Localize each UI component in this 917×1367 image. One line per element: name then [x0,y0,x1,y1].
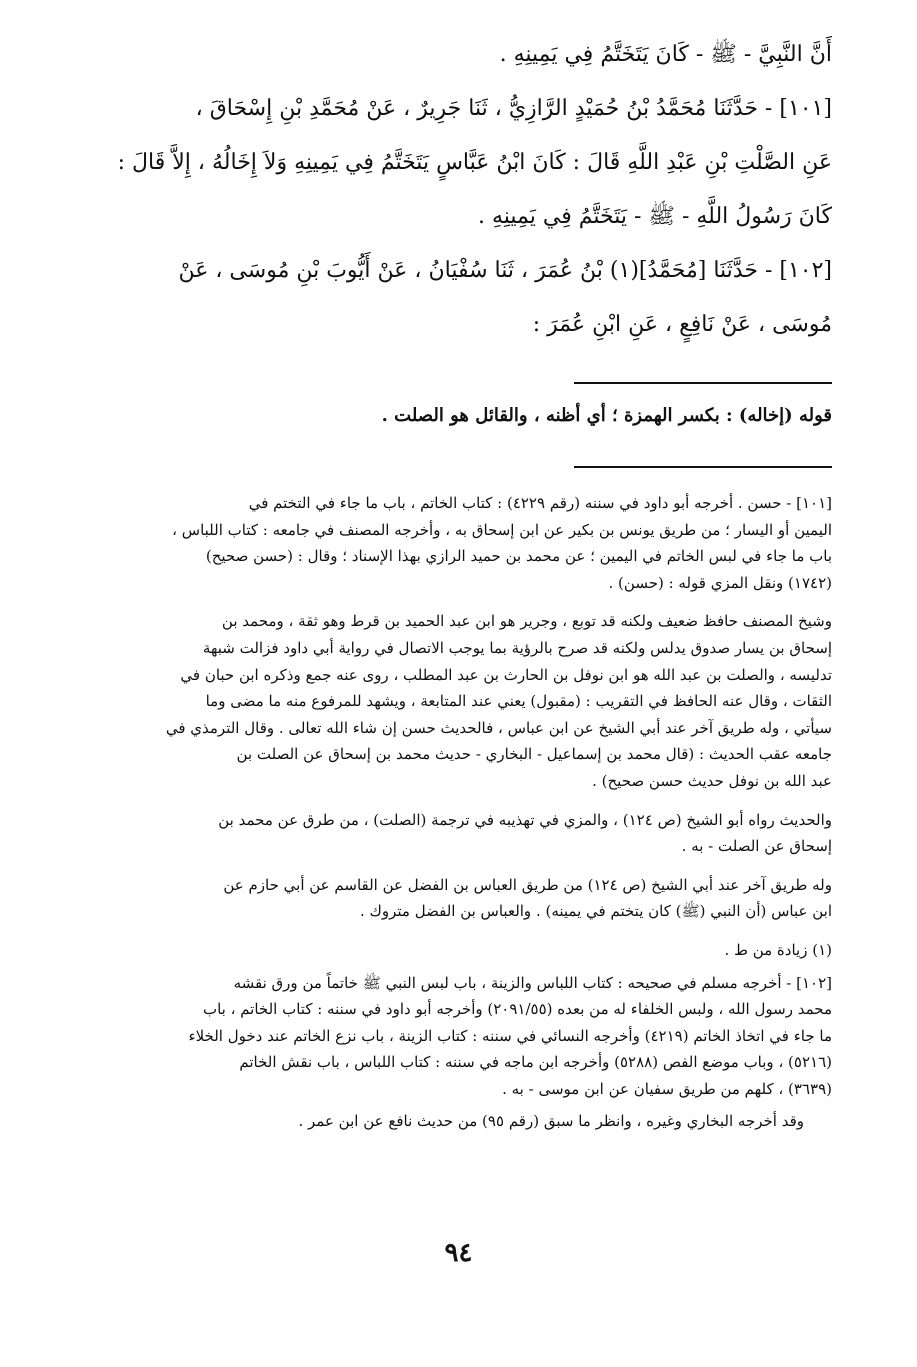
footnotes [70,490,832,1135]
gloss-note: قوله (إخاله) : بكسر الهمزة ؛ أي أظنه ، والقائل هو الصلت . [381,405,832,426]
footnote-101-other-route [70,872,832,925]
footnote-line: وشيخ المصنف حافظ ضعيف ولكنه قد توبع ، وجرير هو ابن عبد الحميد بن قرط وهو ثقة ، ومحمد بن [221,612,832,631]
footnote-line: (١) زيادة من ط . [724,940,832,959]
footnote-separator [574,466,832,468]
footnote-line: (٥٢١٦) ، وباب موضع الفص (٥٢٨٨) وأخرجه ابن ماجه في سننه : كتاب اللباس ، باب نقش الخاتم [239,1053,832,1072]
footnote-line: ابن عباس (أن النبي (ﷺ) كان يتختم في يمينه) . والعباس بن الفضل متروك . [359,902,832,921]
footnote-101-commentary [70,608,832,794]
footnote-line: (١٧٤٢) ونقل المزي قوله : (حسن) . [608,573,832,592]
hadith-line: مُوسَى ، عَنْ نَافِعٍ ، عَنِ ابْنِ عُمَرَ : [532,312,832,337]
footnote-addition [70,937,832,964]
footnote-101 [70,490,832,596]
footnote-102-see-also [70,1108,832,1135]
book-page [70,28,832,1348]
hadith-text [70,28,832,352]
footnote-line: عبد الله بن نوفل حديث حسن صحيح) . [592,771,832,790]
footnote-line: ما جاء في اتخاذ الخاتم (٤٢١٩) وأخرجه النسائي في سننه : كتاب الزينة ، باب نزع الخاتم عند دخول الخلاء [188,1026,832,1045]
page-number: ٩٤ [444,1238,473,1268]
footnote-line: الثقات ، وقال عنه الحافظ في التقريب : (مقبول) يعني عند المتابعة ، ويشهد للمرفوع منه ما مضى وما [205,692,832,711]
footnote-line: تدليسه ، والصلت بن عبد الله هو ابن نوفل بن الحارث بن عبد المطلب ، روى عنه جمع وذكره ابن حبان في [180,665,832,684]
footnote-102 [70,970,832,1103]
footnote-line: باب ما جاء في لبس الخاتم في اليمين ؛ عن محمد بن حميد الرازي بهذا الإسناد ؛ وقال : (حسن صحيح) [205,547,832,566]
footnote-line: وله طريق آخر عند أبي الشيخ (ص ١٢٤) من طريق العباس بن الفضل عن القاسم عن أبي حازم عن [223,875,832,894]
footnote-line: إسحاق عن الصلت - به . [681,837,832,856]
footnote-line: (٣٦٣٩) ، كلهم من طريق سفيان عن ابن موسى - به . [502,1079,832,1098]
footnote-line: سيأتي ، وله طريق آخر عند أبي الشيخ عن ابن عباس ، فالحديث حسن إن شاء الله تعالى . وقال الترمذي في [165,718,832,737]
footnote-line: [١٠١] - حسن . أخرجه أبو داود في سننه (رقم ٤٢٢٩) : كتاب الخاتم ، باب ما جاء في التختم في [248,494,832,512]
gloss-separator [574,382,832,384]
footnote-line: محمد رسول الله ، ولبس الخلفاء له من بعده (٢٠٩١/٥٥) وأخرجه أبو داود في سننه : كتاب الخاتم ، باب [202,1000,832,1019]
hadith-line: كَانَ رَسُولُ اللَّهِ - ﷺ - يَتَخَتَّمُ فِي يَمِينِهِ . [477,204,832,229]
footnote-line: جامعه عقب الحديث : (قال محمد بن إسماعيل - البخاري - حديث محمد بن إسحاق عن الصلت بن [236,745,832,764]
footnote-line: والحديث رواه أبو الشيخ (ص ١٢٤) ، والمزي في تهذيبه في ترجمة (الصلت) ، من طرق عن محمد بن [218,810,832,829]
hadith-line: [١٠٢] - حَدَّثَنَا [مُحَمَّدُ](١) بْنُ عُمَرَ ، ثَنَا سُفْيَانُ ، عَنْ أَيُّوبَ بْنِ مُوسَى ، عَنْ [178,258,832,283]
hadith-line: [١٠١] - حَدَّثَنَا مُحَمَّدُ بْنُ حُمَيْدٍ الرَّازِيُّ ، ثَنَا جَرِيرٌ ، عَنْ مُحَمَّدِ بْنِ إِسْحَاقَ ، [195,96,832,121]
hadith-line: عَنِ الصَّلْتِ بْنِ عَبْدِ اللَّهِ قَالَ : كَانَ ابْنُ عَبَّاسٍ يَتَخَتَّمُ فِي يَمِينِهِ وَلاَ إِخَالُهُ ، إِلاَّ قَالَ : [117,150,832,175]
hadith-line: أَنَّ النَّبِيَّ - ﷺ - كَانَ يَتَخَتَّمُ فِي يَمِينِهِ . [499,42,832,67]
footnote-line: [١٠٢] - أخرجه مسلم في صحيحه : كتاب اللباس والزينة ، باب لبس النبي ﷺ خاتماً من ورق نقشه [233,973,832,992]
footnote-line: وقد أخرجه البخاري وغيره ، وانظر ما سبق (رقم ٩٥) من حديث نافع عن ابن عمر . [298,1112,804,1131]
footnote-line: إسحاق بن يسار صدوق يدلس ولكنه قد صرح بالرؤية بما يوجب الاتصال في رواية أبي داود فزالت شبهة [202,638,832,657]
footnote-101-sources [70,807,832,860]
footnote-line: اليمين أو اليسار ؛ من طريق يونس بن بكير عن ابن إسحاق به ، وأخرجه المصنف في جامعه : كتاب اللباس ، [172,520,832,539]
